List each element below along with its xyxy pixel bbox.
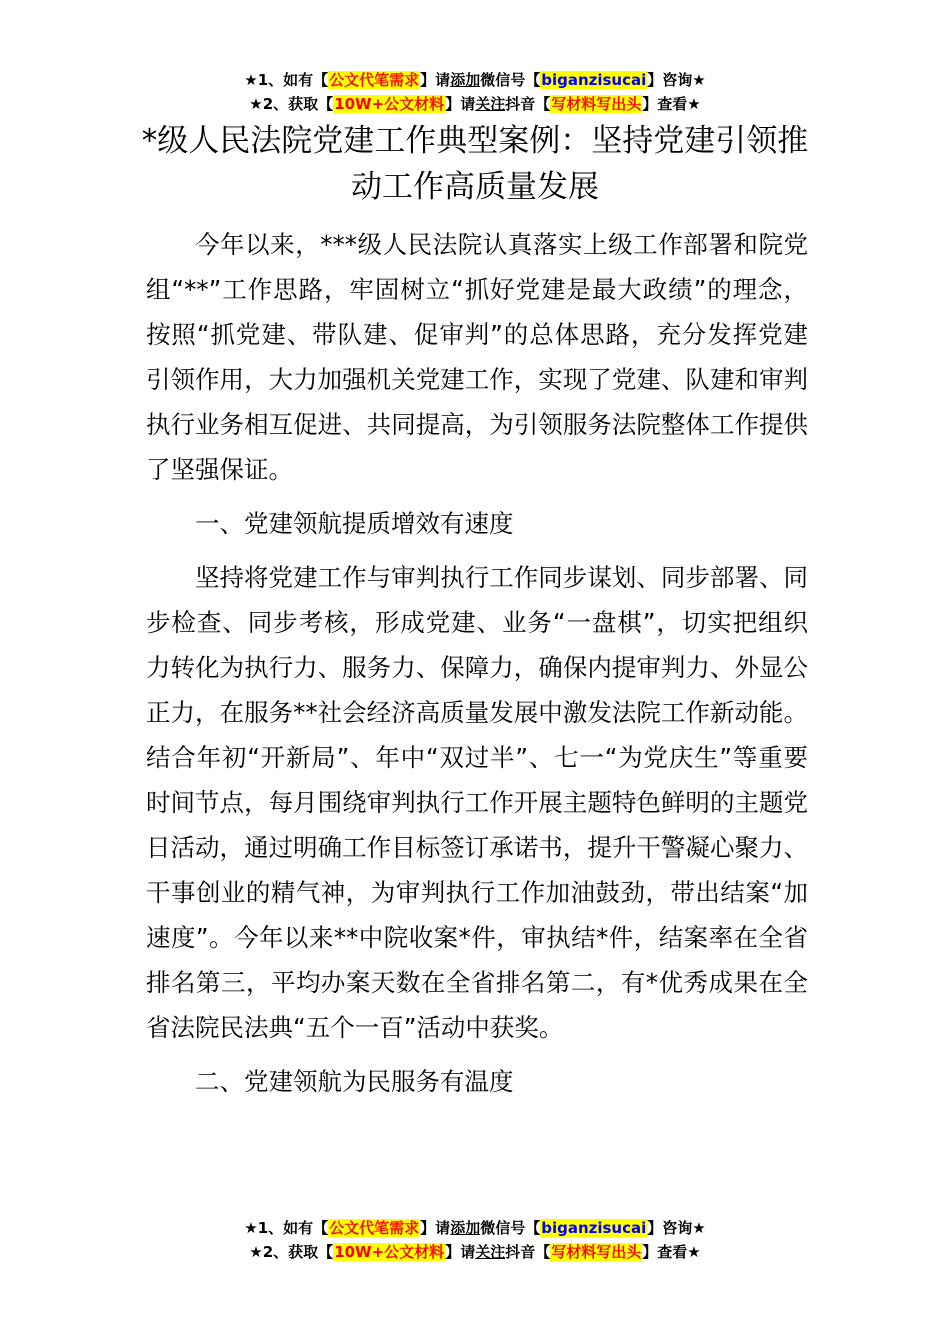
banner-highlight: biganzisucai	[541, 71, 647, 89]
banner-underlined: 添加	[450, 1219, 481, 1237]
banner-text: 】查看★	[642, 95, 701, 113]
banner-text: ★2、获取【	[249, 1243, 334, 1261]
banner-underlined: 添加	[450, 71, 481, 89]
banner-line-1	[0, 1216, 950, 1240]
paragraph: 今年以来，***级人民法院认真落实上级工作部署和院党组“**”工作思路，牢固树立“抓好党建是最大政绩”的理念，按照“抓党建、带队建、促审判”的总体思路，充分发挥党建引领作用，大力加强机关党建工作，实现了党建、队建和审判执行业务相互促进、共同提高，为引领服务法院整体工作提供了坚强保证。	[146, 230, 808, 484]
footer-banner	[0, 1216, 950, 1264]
banner-text: 微信号【	[480, 1219, 541, 1237]
banner-highlight: 写材料写出头	[551, 1243, 642, 1261]
banner-text: 】请	[445, 95, 476, 113]
banner-line-2	[0, 1240, 950, 1264]
banner-text: 抖音【	[505, 95, 551, 113]
banner-highlight: biganzisucai	[541, 1219, 647, 1237]
banner-text: 】查看★	[642, 1243, 701, 1261]
banner-text: 】请	[445, 1243, 476, 1261]
header-banner	[0, 68, 950, 116]
document-body	[146, 222, 808, 1113]
section-heading: 二、党建领航为民服务有温度	[195, 1067, 514, 1096]
banner-highlight: 10W+公文材料	[334, 1243, 445, 1261]
banner-highlight: 公文代笔需求	[329, 71, 420, 89]
banner-underlined: 关注	[475, 95, 506, 113]
banner-line-2	[0, 92, 950, 116]
document-title: *级人民法院党建工作典型案例：坚持党建引领推动工作高质量发展	[141, 123, 809, 205]
section-heading: 一、党建领航提质增效有速度	[195, 509, 514, 538]
banner-text: 】请	[420, 71, 451, 89]
banner-text: ★1、如有【	[244, 71, 329, 89]
paragraph: 坚持将党建工作与审判执行工作同步谋划、同步部署、同步检查、同步考核，形成党建、业务“一盘棋”，切实把组织力转化为执行力、服务力、保障力，确保内提审判力、外显公正力，在服务**社会经济高质量发展中激发法院工作新动能。结合年初“开新局”、年中“双过半”、七一“为党庆生”等重要时间节点，每月围绕审判执行工作开展主题特色鲜明的主题党日活动，通过明确工作目标签订承诺书，提升干警凝心聚力、干事创业的精气神，为审判执行工作加油鼓劲，带出结案“加速度”。今年以来**中院收案*件，审执结*件，结案率在全省排名第三，平均办案天数在全省排名第二，有*优秀成果在全省法院民法典“五个一百”活动中获奖。	[146, 563, 808, 1042]
banner-text: 】咨询★	[647, 71, 706, 89]
banner-underlined: 关注	[475, 1243, 506, 1261]
banner-text: ★2、获取【	[249, 95, 334, 113]
banner-text: 微信号【	[480, 71, 541, 89]
banner-highlight: 10W+公文材料	[334, 95, 445, 113]
banner-text: ★1、如有【	[244, 1219, 329, 1237]
banner-text: 】请	[420, 1219, 451, 1237]
banner-highlight: 公文代笔需求	[329, 1219, 420, 1237]
banner-line-1	[0, 68, 950, 92]
banner-text: 】咨询★	[647, 1219, 706, 1237]
banner-highlight: 写材料写出头	[551, 95, 642, 113]
banner-text: 抖音【	[505, 1243, 551, 1261]
